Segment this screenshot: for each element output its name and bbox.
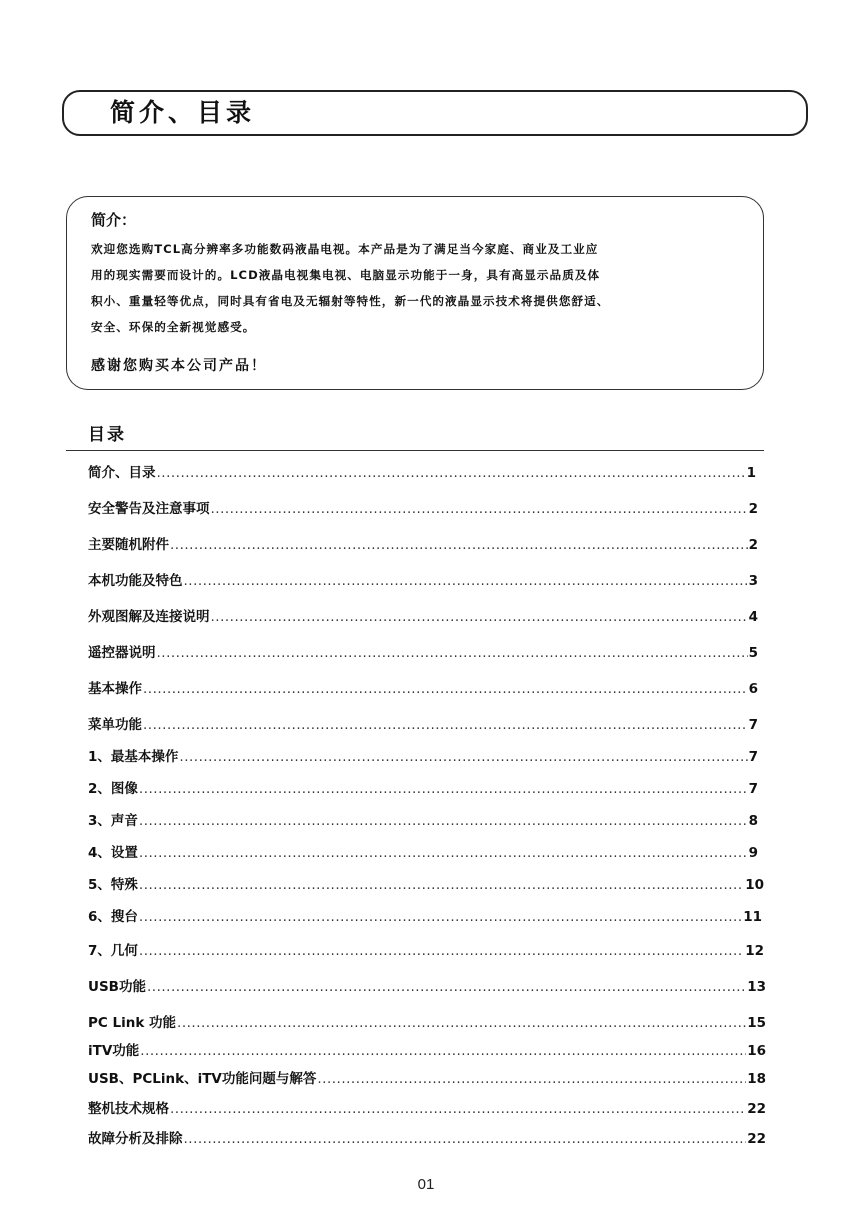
toc-entry-label: 本机功能及特色 [88,573,183,589]
toc-leader-dots [139,781,748,797]
toc-entry-label: 5、特殊 [88,877,138,893]
intro-paragraph [91,236,771,340]
toc-entry-label: 遥控器说明 [88,645,156,661]
toc-entry-label: 简介、目录 [88,465,156,481]
toc-entry-page: 8 [748,813,758,829]
toc-entry[interactable] [88,1093,766,1117]
page-number: 01 [417,1176,435,1193]
toc-entry[interactable] [88,971,766,995]
toc-entry-label: USB、PCLink、iTV功能问题与解答 [88,1071,317,1087]
toc-entry-label: 7、几何 [88,943,138,959]
section-header-banner [62,90,808,136]
toc-entry-page: 22 [747,1131,766,1147]
toc-entry-page: 12 [745,943,764,959]
toc-entry-label: 主要随机附件 [88,537,169,553]
toc-entry[interactable] [88,901,762,925]
toc-entry[interactable] [88,805,758,829]
toc-leader-dots [139,845,748,861]
toc-entry-label: 安全警告及注意事项 [88,501,210,517]
toc-leader-dots [177,1015,746,1031]
intro-thanks: 感谢您购买本公司产品！ [91,358,267,374]
toc-leader-dots [211,609,748,625]
toc-entry-page: 6 [748,681,758,697]
toc-entry-label: 3、声音 [88,813,138,829]
toc-entry[interactable] [88,457,756,481]
toc-entry-page: 7 [748,717,758,733]
toc-entry[interactable] [88,565,758,589]
toc-entry-label: 6、搜台 [88,909,138,925]
toc-entry-page: 15 [747,1015,766,1031]
toc-entry-label: 2、图像 [88,781,138,797]
toc-heading: 目录 [88,425,126,445]
intro-line: 欢迎您选购TCL高分辨率多功能数码液晶电视。本产品是为了满足当今家庭、商业及工业应 [91,242,599,256]
toc-entry-label: iTV功能 [88,1043,140,1059]
toc-entry[interactable] [88,709,758,733]
toc-entry-label: 菜单功能 [88,717,142,733]
toc-leader-dots [211,501,748,517]
toc-leader-dots [317,1071,746,1087]
toc-entry-page: 4 [748,609,758,625]
toc-entry-label: 4、设置 [88,845,138,861]
toc-entry[interactable] [88,935,764,959]
toc-entry[interactable] [88,493,758,517]
toc-leader-dots [143,681,748,697]
toc-leader-dots [139,943,744,959]
toc-entry-page: 1 [746,465,756,481]
intro-line: 积小、重量轻等优点，同时具有省电及无辐射等特性，新一代的液晶显示技术将提供您舒适、 [91,294,610,308]
toc-entry[interactable] [88,601,758,625]
toc-entry-label: 1、最基本操作 [88,749,179,765]
toc-entry-page: 11 [743,909,762,925]
toc-leader-dots [170,1101,746,1117]
toc-entry-label: 基本操作 [88,681,142,697]
toc-entry-label: PC Link 功能 [88,1015,177,1031]
toc-entry-label: 整机技术规格 [88,1101,169,1117]
toc-leader-dots [184,1131,747,1147]
intro-heading: 简介： [91,211,137,229]
toc-entry-page: 9 [748,845,758,861]
toc-entry-label: USB功能 [88,979,146,995]
toc-leader-dots [139,877,744,893]
toc-divider [66,450,764,451]
toc-entry[interactable] [88,529,758,553]
toc-entry-page: 16 [747,1043,766,1059]
toc-entry[interactable] [88,837,758,861]
toc-leader-dots [139,813,748,829]
toc-entry-page: 5 [748,645,758,661]
toc-entry-page: 2 [748,537,758,553]
toc-entry-page: 22 [747,1101,766,1117]
toc-entry[interactable] [88,1007,766,1031]
intro-line: 安全、环保的全新视觉感受。 [91,320,256,334]
toc-leader-dots [157,465,746,481]
toc-entry[interactable] [88,1123,766,1147]
toc-entry[interactable] [88,673,758,697]
toc-entry-label: 故障分析及排除 [88,1131,183,1147]
toc-entry-page: 2 [748,501,758,517]
toc-leader-dots [170,537,748,553]
toc-entry[interactable] [88,869,764,893]
toc-leader-dots [157,645,748,661]
toc-leader-dots [139,909,742,925]
toc-leader-dots [184,573,748,589]
toc-entry-page: 10 [745,877,764,893]
toc-leader-dots [143,717,748,733]
toc-entry[interactable] [88,637,758,661]
toc-leader-dots [147,979,746,995]
toc-entry-page: 7 [748,781,758,797]
intro-box [66,196,764,390]
intro-line: 用的现实需要而设计的。LCD液晶电视集电视、电脑显示功能于一身，具有高显示品质及体 [91,268,601,282]
toc-entry[interactable] [88,741,758,765]
page-title: 简介、目录 [110,98,256,127]
toc-leader-dots [140,1043,746,1059]
toc-entry-page: 3 [748,573,758,589]
toc-entry-page: 7 [748,749,758,765]
toc-entry[interactable] [88,773,758,797]
toc-entry-label: 外观图解及连接说明 [88,609,210,625]
toc-entry-page: 13 [747,979,766,995]
toc-leader-dots [179,749,747,765]
toc-entry-page: 18 [747,1071,766,1087]
toc-entry[interactable] [88,1063,766,1087]
toc-entry[interactable] [88,1035,766,1059]
